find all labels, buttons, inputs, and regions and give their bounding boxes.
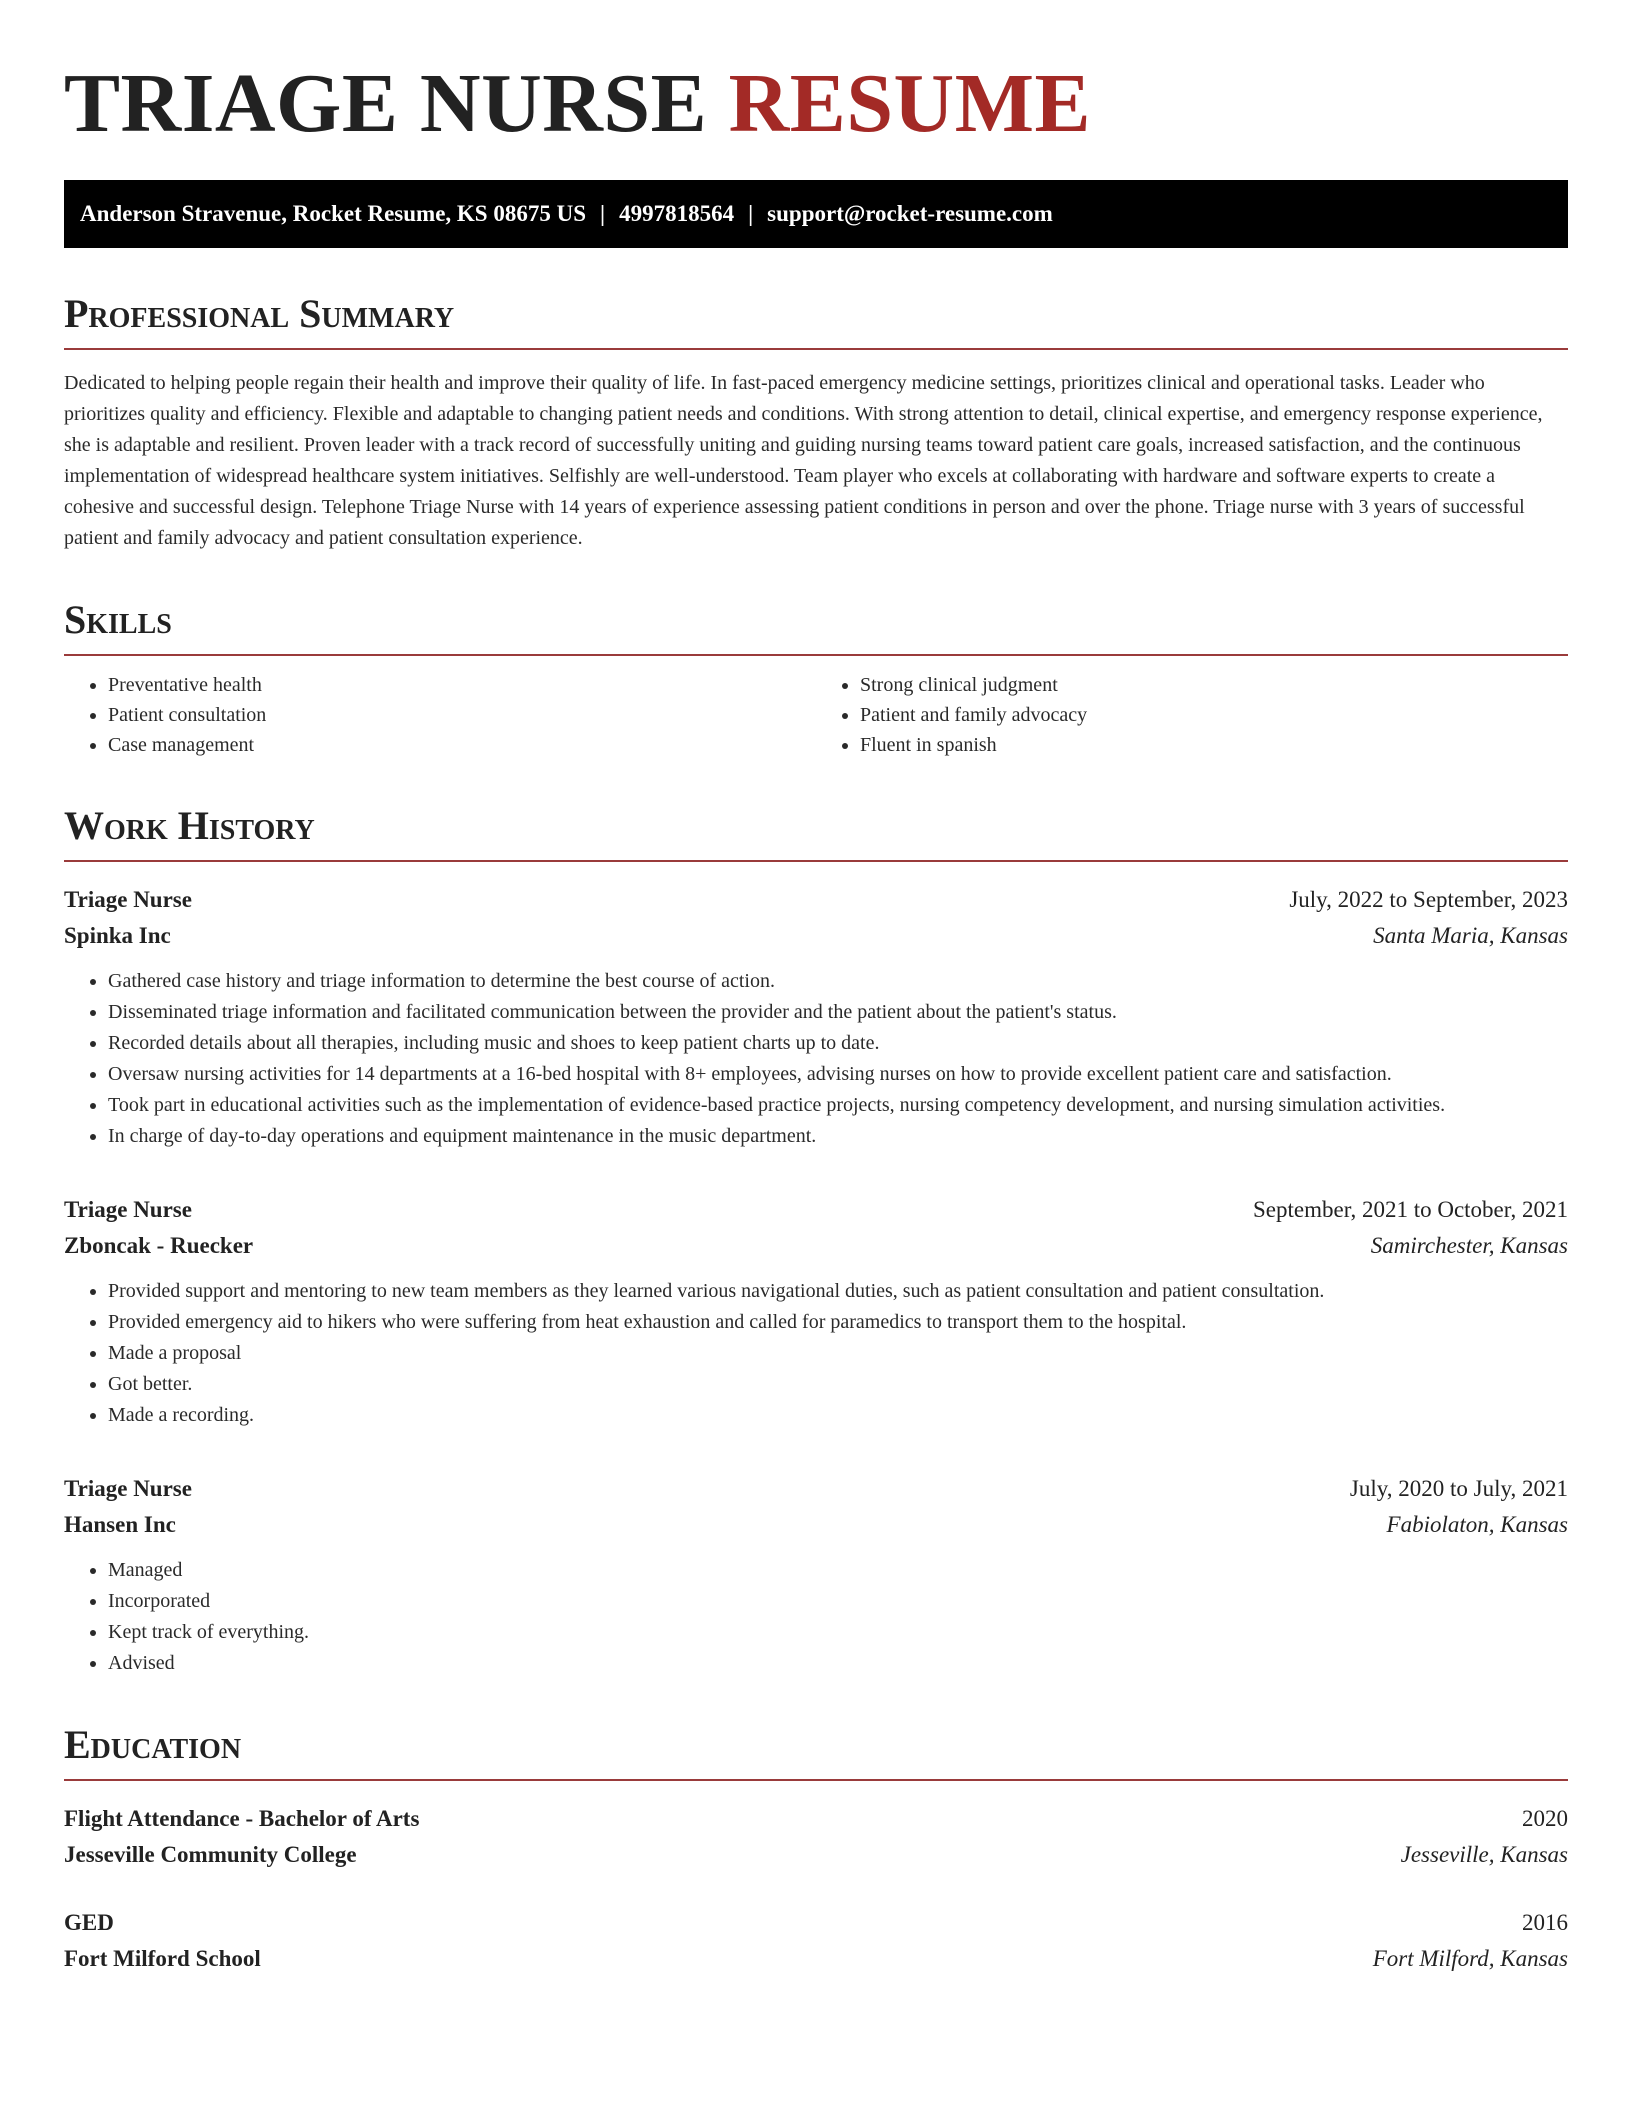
- job-duties: [64, 1555, 1568, 1679]
- job-duty: • Incorporated: [108, 1586, 1568, 1617]
- job-company: Zboncak - Ruecker: [64, 1233, 254, 1258]
- title-accent: RESUME: [728, 57, 1092, 150]
- job-entry: [64, 882, 1568, 1152]
- job-duty: • Disseminated triage information and facilitated communication between the provider and the patient about the patient's status.: [108, 997, 1568, 1028]
- education-year: 2016: [1522, 1910, 1568, 1935]
- job-title: Triage Nurse: [64, 1197, 192, 1222]
- skill-item: • Strong clinical judgment: [860, 670, 1568, 700]
- job-entry: [64, 1192, 1568, 1431]
- summary-heading: Professional Summary: [64, 292, 1568, 350]
- job-duty: • Kept track of everything.: [108, 1617, 1568, 1648]
- skill-item: • Patient consultation: [108, 700, 816, 730]
- education-degree: Flight Attendance - Bachelor of Arts: [64, 1806, 420, 1831]
- job-duties: [64, 966, 1568, 1152]
- job-duty: • In charge of day-to-day operations and equipment maintenance in the music department.: [108, 1121, 1568, 1152]
- education-degree: GED: [64, 1910, 114, 1935]
- job-title: Triage Nurse: [64, 887, 192, 912]
- job-location: Santa Maria, Kansas: [1373, 923, 1568, 948]
- skills-list: [64, 670, 1568, 760]
- job-entry: [64, 1471, 1568, 1679]
- job-duty: • Got better.: [108, 1369, 1568, 1400]
- education-school: Jesseville Community College: [64, 1842, 357, 1867]
- education-heading: Education: [64, 1723, 1568, 1781]
- job-duty: • Took part in educational activities such as the implementation of evidence-based practice projects, nursing competency development, and nursing simulation activities.: [108, 1090, 1568, 1121]
- skills-column-right: [816, 670, 1568, 760]
- summary-text: Dedicated to helping people regain their health and improve their quality of life. In fast-paced emergency medicine settings, prioritizes clinical and operational tasks. Leader who prioritizes quality and efficiency. Flexible and adaptable to changing patient needs and conditions. With strong attention to detail, clinical expertise, and emergency response experience, she is adaptable and resilient. Proven leader with a track record of successfully uniting and guiding nursing teams toward patient care goals, increased satisfaction, and the continuous implementation of widespread healthcare system initiatives. Selfishly are well-understood. Team player who excels at collaborating with hardware and software experts to create a cohesive and successful design. Telephone Triage Nurse with 14 years of experience assessing patient conditions in person and over the phone. Triage nurse with 3 years of successful patient and family advocacy and patient consultation experience.: [64, 372, 1543, 549]
- skill-item: • Fluent in spanish: [860, 730, 1568, 760]
- job-duty: • Oversaw nursing activities for 14 departments at a 16-bed hospital with 8+ employees, advising nurses on how to provide excellent patient care and satisfaction.: [108, 1059, 1568, 1090]
- resume-title: [64, 57, 1568, 150]
- education-school: Fort Milford School: [64, 1946, 261, 1971]
- education-entry: [64, 1801, 1568, 1873]
- job-company: Hansen Inc: [64, 1512, 176, 1537]
- contact-address: Anderson Stravenue, Rocket Resume, KS 08675 US: [80, 201, 586, 226]
- contact-phone[interactable]: 4997818564: [619, 201, 735, 226]
- job-title: Triage Nurse: [64, 1476, 192, 1501]
- contact-separator: |: [600, 201, 606, 226]
- job-duties: [64, 1276, 1568, 1431]
- job-duty: • Gathered case history and triage information to determine the best course of action.: [108, 966, 1568, 997]
- job-dates: September, 2021 to October, 2021: [1253, 1197, 1568, 1222]
- skills-heading: Skills: [64, 598, 1568, 656]
- job-company: Spinka Inc: [64, 923, 171, 948]
- job-location: Fabiolaton, Kansas: [1386, 1512, 1568, 1537]
- job-dates: July, 2020 to July, 2021: [1349, 1476, 1568, 1501]
- education-location: Jesseville, Kansas: [1400, 1842, 1568, 1867]
- job-duty: • Provided support and mentoring to new team members as they learned various navigational duties, such as patient consultation and patient consultation.: [108, 1276, 1568, 1307]
- contact-separator: |: [748, 201, 754, 226]
- education-entry: [64, 1905, 1568, 1977]
- work-history-heading: Work History: [64, 804, 1568, 862]
- job-duty: • Made a proposal: [108, 1338, 1568, 1369]
- job-duty: • Advised: [108, 1648, 1568, 1679]
- job-duty: • Provided emergency aid to hikers who were suffering from heat exhaustion and called for paramedics to transport them to the hospital.: [108, 1307, 1568, 1338]
- contact-email[interactable]: support@rocket-resume.com: [767, 201, 1053, 226]
- skill-item: • Case management: [108, 730, 816, 760]
- education-location: Fort Milford, Kansas: [1372, 1946, 1568, 1971]
- job-duty: • Managed: [108, 1555, 1568, 1586]
- education-year: 2020: [1522, 1806, 1568, 1831]
- title-main: TRIAGE NURSE: [64, 57, 708, 150]
- job-duty: • Made a recording.: [108, 1400, 1568, 1431]
- job-location: Samirchester, Kansas: [1370, 1233, 1568, 1258]
- skill-item: • Preventative health: [108, 670, 816, 700]
- skill-item: • Patient and family advocacy: [860, 700, 1568, 730]
- skills-column-left: [64, 670, 816, 760]
- contact-bar: [64, 180, 1568, 248]
- job-dates: July, 2022 to September, 2023: [1289, 887, 1568, 912]
- job-duty: • Recorded details about all therapies, including music and shoes to keep patient charts up to date.: [108, 1028, 1568, 1059]
